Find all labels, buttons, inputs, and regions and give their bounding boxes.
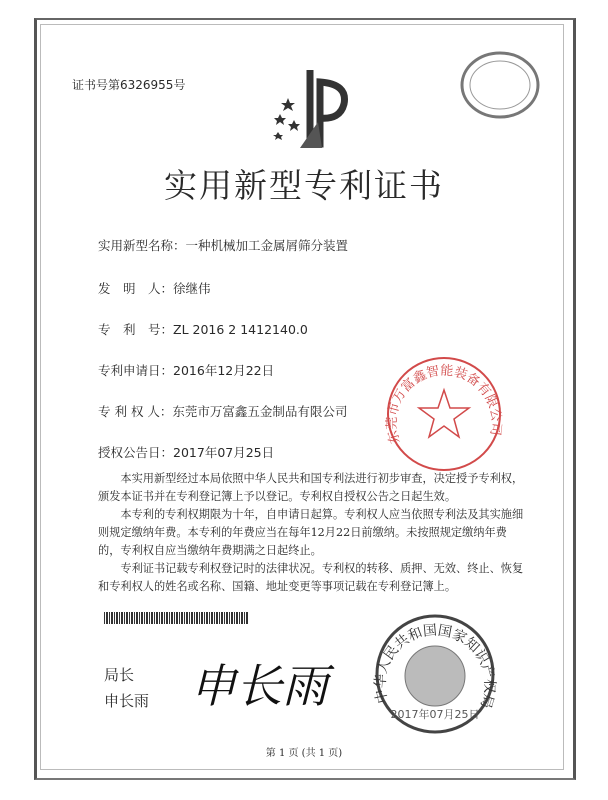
field-label: 专利申请日：	[98, 363, 174, 378]
field-inventor	[98, 279, 211, 297]
page-footer: 第 1 页 (共 1 页)	[265, 748, 343, 759]
field-value: 东莞市万富鑫五金制品有限公司	[172, 404, 348, 419]
company-seal-text: 东莞市万富鑫智能装备有限公司	[384, 363, 504, 446]
patent-office-logo	[270, 62, 360, 152]
office-seal-date: 2017年07月25日	[390, 708, 480, 721]
field-utility-name	[98, 236, 348, 254]
field-value: 一种机械加工金属屑筛分装置	[185, 238, 349, 253]
certificate-number: 证书号第6326955号	[72, 78, 186, 92]
paragraph-2: 本专利的专利权期限为十年，自申请日起算。专利权人应当依照专利法及其实施细则规定缴纳年费。本专利的年费应当在每年12月22日前缴纳。未按照规定缴纳年费的，专利权自应当缴纳年费期满之日起终止。	[98, 508, 524, 557]
field-value: 2017年07月25日	[173, 445, 275, 460]
director-signature: 申长雨	[190, 659, 328, 713]
field-label: 实用新型名称：	[98, 238, 186, 253]
field-patent-number	[98, 320, 308, 338]
field-label: 专 利 号：	[98, 322, 174, 337]
field-patentee	[98, 402, 347, 420]
field-grant-date	[98, 443, 274, 461]
field-label: 授权公告日：	[98, 445, 174, 460]
barcode	[104, 612, 249, 624]
top-right-seal	[458, 50, 542, 120]
field-value: 2016年12月22日	[173, 363, 275, 378]
field-application-date	[98, 361, 274, 379]
field-value: 徐继伟	[173, 281, 211, 296]
paragraph-1: 本实用新型经过本局依照中华人民共和国专利法进行初步审查，决定授予专利权，颁发本证书并在专利登记簿上予以登记。专利权自授权公告之日起生效。	[98, 472, 524, 503]
office-seal	[370, 610, 500, 738]
company-seal	[380, 352, 510, 477]
director-block	[104, 662, 149, 714]
director-name: 申长雨	[104, 692, 150, 710]
field-value: ZL 2016 2 1412140.0	[173, 322, 308, 337]
field-label: 发 明 人：	[98, 281, 174, 296]
office-seal-text: 中华人民共和国国家知识产权局	[372, 622, 498, 711]
field-label: 专 利 权 人：	[98, 404, 173, 419]
certificate-title: 实用新型专利证书	[164, 166, 444, 205]
director-title: 局长	[104, 666, 135, 684]
paragraph-3: 专利证书记载专利权登记时的法律状况。专利权的转移、质押、无效、终止、恢复和专利权人的姓名或名称、国籍、地址变更等事项记载在专利登记簿上。	[98, 562, 524, 593]
